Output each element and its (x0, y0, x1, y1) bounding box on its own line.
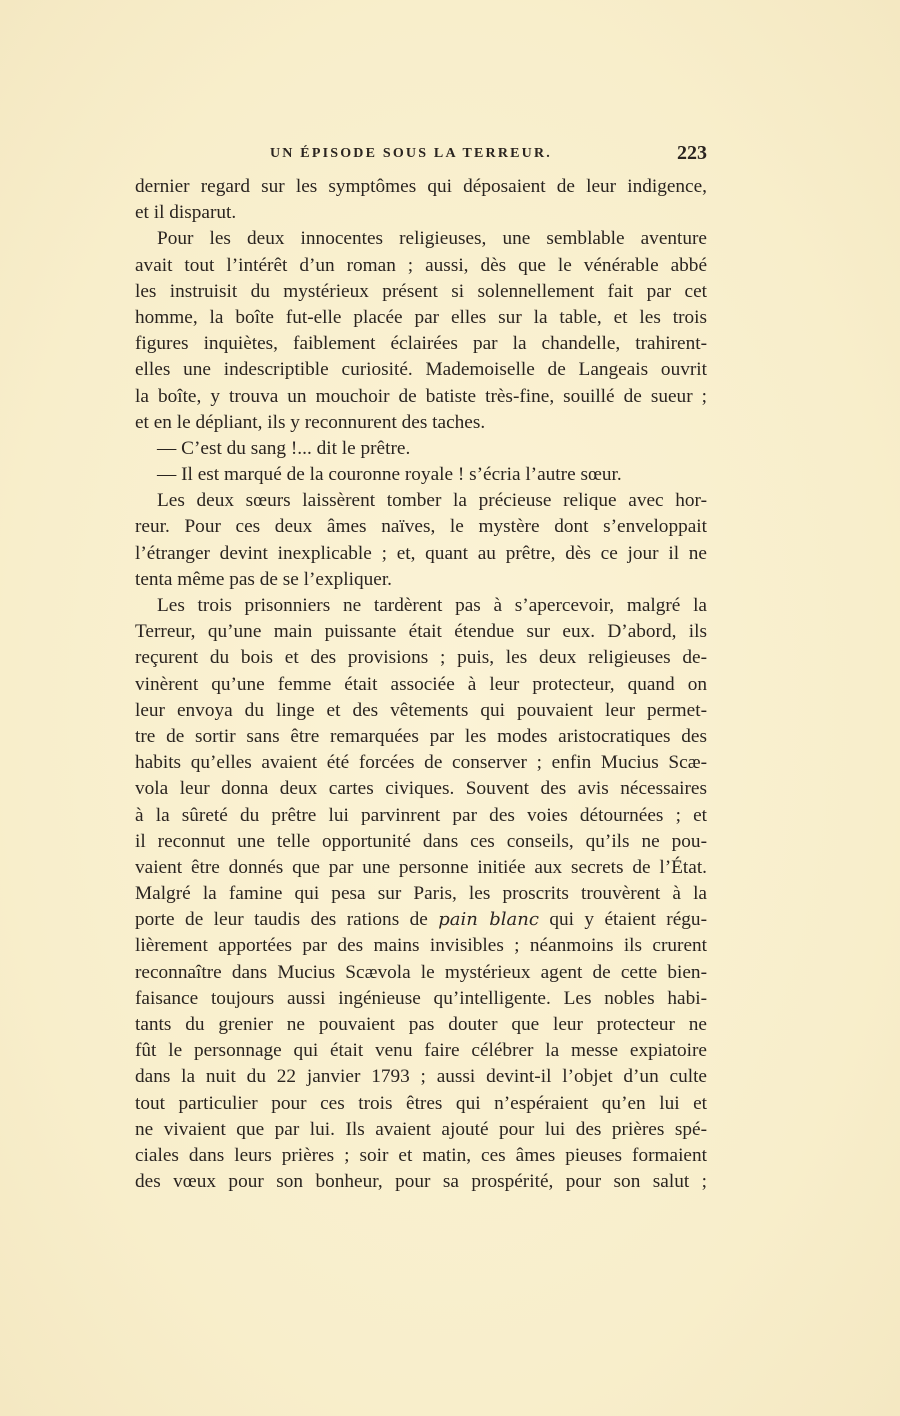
text-line: tre de sortir sans être remarquées par les modes aristocratiques des (135, 725, 707, 747)
text-line: homme, la boîte fut-elle placée par elles sur la table, et les trois (135, 306, 707, 328)
line-segment: qui y étaient régu- (538, 909, 707, 931)
text-line: fût le personnage qui était venu faire célébrer la messe expiatoire (135, 1040, 707, 1062)
text-line: tants du grenier ne pouvaient pas douter que leur protecteur ne (135, 1014, 707, 1035)
text-line: Terreur, qu’une main puissante était étendue sur eux. D’abord, ils (135, 621, 707, 643)
text-line: — Il est marqué de la couronne royale ! s’écria l’autre sœur. (157, 464, 622, 486)
text-line: habits qu’elles avaient été forcées de conserver ; enfin Mucius Scæ- (135, 752, 707, 774)
text-line: il reconnut une telle opportunité dans ces conseils, qu’ils ne pou- (135, 830, 707, 852)
text-line: tenta même pas de se l’expliquer. (135, 568, 392, 590)
text-line: Les trois prisonniers ne tardèrent pas à s’apercevoir, malgré la (157, 595, 707, 616)
text-line: et en le dépliant, ils y reconnurent des taches. (135, 411, 486, 433)
text-line: figures inquiètes, faiblement éclairées par la chandelle, trahirent- (135, 333, 707, 355)
text-line: dernier regard sur les symptômes qui déposaient de leur indigence, (135, 176, 707, 197)
page-header (135, 142, 707, 168)
text-line: Pour les deux innocentes religieuses, une semblable aventure (157, 228, 707, 250)
text-line: ne vivaient que par lui. Ils avaient ajouté pour lui des prières spé- (135, 1118, 707, 1140)
text-line: faisance toujours aussi ingénieuse qu’intelligente. Les nobles habi- (135, 987, 707, 1009)
text-line: ciales dans leurs prières ; soir et matin, ces âmes pieuses formaient (135, 1144, 707, 1166)
text-line: reur. Pour ces deux âmes naïves, le mystère dont s’enveloppait (135, 516, 707, 538)
text-line: vaient être donnés que par une personne initiée aux secrets de l’État. (135, 856, 707, 878)
text-line: l’étranger devint inexplicable ; et, quant au prêtre, dès ce jour il ne (135, 542, 707, 564)
text-line: dans la nuit du 22 janvier 1793 ; aussi devint-il l’objet d’un culte (135, 1066, 707, 1088)
text-line: elles une indescriptible curiosité. Mademoiselle de Langeais ouvrit (135, 359, 707, 381)
text-line (135, 907, 707, 933)
text-line: lièrement apportées par des mains invisibles ; néanmoins ils crurent (135, 935, 707, 957)
text-line: — C’est du sang !... dit le prêtre. (157, 437, 411, 459)
page-number: 223 (677, 142, 707, 164)
text-line: les instruisit du mystérieux présent si solennellement fait par cet (135, 280, 707, 302)
text-line: et il disparut. (135, 202, 237, 224)
text-line: des vœux pour son bonheur, pour sa prospérité, pour son salut ; (135, 1171, 707, 1193)
text-line: tout particulier pour ces trois êtres qui n’espéraient qu’en lui et (135, 1092, 707, 1114)
text-line: leur envoya du linge et des vêtements qui pouvaient leur permet- (135, 699, 707, 721)
text-line: avait tout l’intérêt d’un roman ; aussi, dès que le vénérable abbé (135, 254, 707, 276)
text-line: à la sûreté du prêtre lui parvinrent par des voies détournées ; et (135, 804, 707, 826)
running-title: UN ÉPISODE SOUS LA TERREUR. (269, 146, 553, 161)
text-line: reçurent du bois et des provisions ; puis, les deux religieuses de- (135, 647, 707, 669)
text-line: Les deux sœurs laissèrent tomber la précieuse relique avec hor- (157, 490, 707, 512)
text-line: vola leur donna deux cartes civiques. Souvent des avis nécessaires (135, 778, 707, 800)
text-line: vinèrent qu’une femme était associée à leur protecteur, quand on (135, 673, 707, 695)
text-line: la boîte, y trouva un mouchoir de batiste très-fine, souillé de sueur ; (135, 385, 707, 407)
body-text (135, 174, 707, 1195)
italic-text: pain blanc (438, 909, 539, 931)
text-line: Malgré la famine qui pesa sur Paris, les proscrits trouvèrent à la (135, 883, 707, 905)
text-line: reconnaître dans Mucius Scævola le mystérieux agent de cette bien- (135, 961, 707, 983)
line-segment: porte de leur taudis des rations de (135, 909, 439, 931)
